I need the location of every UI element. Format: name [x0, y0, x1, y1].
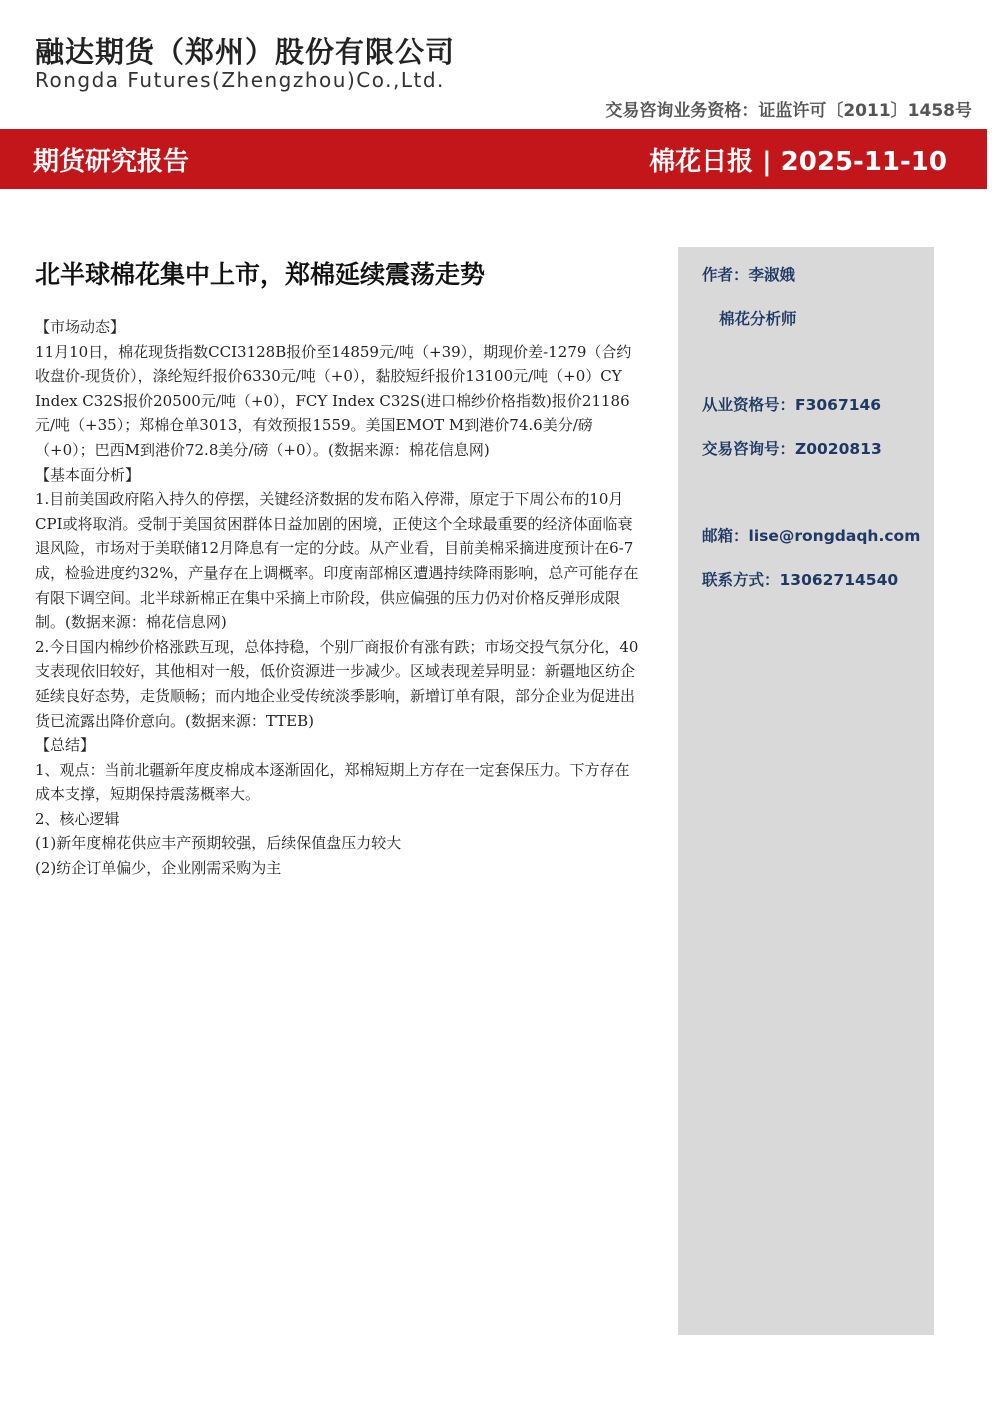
consult-number: 交易咨询号：Z0020813: [702, 440, 882, 458]
section-heading-fundamentals: 【基本面分析】: [35, 465, 141, 484]
section-heading-summary: 【总结】: [35, 736, 96, 755]
company-name-cn: 融达期货（郑州）股份有限公司: [35, 35, 456, 69]
author-name: 作者：李淑娥: [702, 266, 796, 284]
report-body: [35, 315, 640, 881]
fundamentals-paragraph-1: 1.目前美国政府陷入持久的停摆，关键经济数据的发布陷入停滞，原定于下周公布的10月CPI或将取消。受制于美国贫困群体日益加剧的困境，正使这个全球最重要的经济体面临衰退风险，市场对于美联储12月降息有一定的分歧。从产业看，目前美棉采摘进度预计在6-7成，检验进度约32%，产量存在上调概率。印度南部棉区遭遇持续降雨影响，总产可能存在有限下调空间。北半球新棉正在集中采摘上市阶段，供应偏强的压力仍对价格反弹形成限制。(数据来源：棉花信息网): [35, 490, 639, 632]
market-paragraph: 11月10日，棉花现货指数CCI3128B报价至14859元/吨（+39），期现价差-1279（合约收盘价-现货价），涤纶短纤报价6330元/吨（+0），黏胶短纤报价13100元/吨（+0）CY Index C32S报价20500元/吨（+0），FCY Index C32S(进口棉纱价格指数)报价21186元/吨（+35）；郑棉仓单3013，有效预报1559。美国EMOT M到港价74.6美分/磅（+0）；巴西M到港价72.8美分/磅（+0）。(数据来源：棉花信息网): [35, 342, 632, 459]
author-sidebar: [678, 247, 934, 1335]
phone-contact: 联系方式：13062714540: [702, 571, 899, 589]
report-banner: [0, 129, 987, 189]
license-text: 交易咨询业务资格：证监许可〔2011〕1458号: [605, 101, 972, 121]
section-heading-market: 【市场动态】: [35, 318, 126, 336]
email-contact[interactable]: 邮箱：lise@rongdaqh.com: [702, 527, 921, 545]
report-date: 棉花日报 | 2025-11-10: [649, 147, 947, 177]
qualification-number: 从业资格号：F3067146: [702, 396, 882, 414]
fundamentals-paragraph-2: 2.今日国内棉纱价格涨跌互现，总体持稳，个别厂商报价有涨有跌；市场交投气氛分化，40支表现依旧较好，其他相对一般，低价资源进一步减少。区域表现差异明显：新疆地区纺企延续良好态势，走货顺畅；而内地企业受传统淡季影响，新增订单有限，部分企业为促进出货已流露出降价意向。(数据来源：TTEB): [35, 637, 639, 730]
summary-logic-2: (2)纺企订单偏少，企业刚需采购为主: [35, 859, 282, 878]
summary-view: 1、观点：当前北疆新年度皮棉成本逐渐固化，郑棉短期上方存在一定套保压力。下方存在成本支撑，短期保持震荡概率大。: [35, 760, 630, 804]
report-type: 期货研究报告: [33, 147, 190, 177]
author-role: 棉花分析师: [719, 310, 797, 328]
summary-logic-1: (1)新年度棉花供应丰产预期较强，后续保值盘压力较大: [35, 834, 402, 853]
summary-logic-heading: 2、核心逻辑: [35, 809, 120, 828]
company-name-en: Rongda Futures(Zhengzhou)Co.,Ltd.: [35, 68, 445, 92]
report-title: 北半球棉花集中上市，郑棉延续震荡走势: [35, 260, 486, 289]
